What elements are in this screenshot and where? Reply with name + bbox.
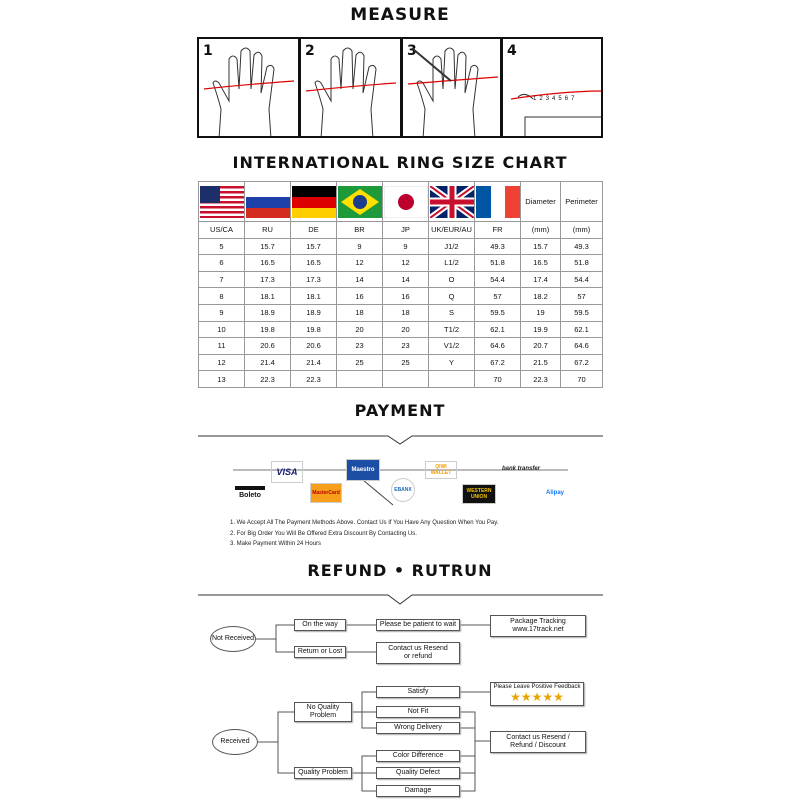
table-cell: 70 bbox=[475, 371, 521, 388]
table-cell: 9 bbox=[383, 238, 429, 255]
table-cell: 62.1 bbox=[475, 321, 521, 338]
feedback-box bbox=[490, 682, 584, 706]
table-cell: L1/2 bbox=[429, 255, 475, 272]
table-cell: 5 bbox=[199, 238, 245, 255]
table-cell: J1/2 bbox=[429, 238, 475, 255]
not-fit-box: Not Fit bbox=[376, 706, 460, 718]
table-cell: 21.4 bbox=[291, 354, 337, 371]
table-cell: Y bbox=[429, 354, 475, 371]
table-cell: 19.8 bbox=[291, 321, 337, 338]
table-cell: 11 bbox=[199, 338, 245, 355]
wrong-delivery-box: Wrong Delivery bbox=[376, 722, 460, 734]
table-cell: 22.3 bbox=[245, 371, 291, 388]
table-cell: 18.1 bbox=[245, 288, 291, 305]
table-cell: 12 bbox=[199, 354, 245, 371]
table-cell: 16.5 bbox=[521, 255, 561, 272]
table-cell: 19.8 bbox=[245, 321, 291, 338]
table-cell: 23 bbox=[337, 338, 383, 355]
maestro-logo: Maestro bbox=[346, 459, 380, 481]
table-cell: 17.3 bbox=[245, 271, 291, 288]
column-header: JP bbox=[383, 222, 429, 239]
table-cell: 20.6 bbox=[291, 338, 337, 355]
column-header: BR bbox=[337, 222, 383, 239]
table-cell: 9 bbox=[337, 238, 383, 255]
table-cell: 13 bbox=[199, 371, 245, 388]
step-number: 3 bbox=[407, 43, 417, 59]
table-cell: 64.6 bbox=[475, 338, 521, 355]
column-header: RU bbox=[245, 222, 291, 239]
column-header: DE bbox=[291, 222, 337, 239]
table-cell: 67.2 bbox=[561, 354, 603, 371]
table-cell: 62.1 bbox=[561, 321, 603, 338]
table-cell: 57 bbox=[475, 288, 521, 305]
table-cell: 67.2 bbox=[475, 354, 521, 371]
table-cell: 51.8 bbox=[561, 255, 603, 272]
column-header: (mm) bbox=[561, 222, 603, 239]
damage-box: Damage bbox=[376, 785, 460, 797]
table-cell: 6 bbox=[199, 255, 245, 272]
bank-transfer-logo: bank transfer bbox=[502, 466, 541, 472]
table-cell: 16.5 bbox=[291, 255, 337, 272]
table-cell: 10 bbox=[199, 321, 245, 338]
table-cell: V1/2 bbox=[429, 338, 475, 355]
table-cell: 49.3 bbox=[561, 238, 603, 255]
table-cell: 22.3 bbox=[291, 371, 337, 388]
table-cell: 64.6 bbox=[561, 338, 603, 355]
table-cell: 7 bbox=[199, 271, 245, 288]
step-number: 4 bbox=[507, 43, 517, 59]
table-cell: O bbox=[429, 271, 475, 288]
visa-logo: VISA bbox=[271, 461, 303, 483]
table-cell: 15.7 bbox=[521, 238, 561, 255]
table-cell: 19.9 bbox=[521, 321, 561, 338]
table-cell: 9 bbox=[199, 304, 245, 321]
table-cell: 21.5 bbox=[521, 354, 561, 371]
table-cell: 8 bbox=[199, 288, 245, 305]
contact-refund-box: Contact us Resend / Refund / Discount bbox=[490, 731, 586, 753]
table-cell: 20.7 bbox=[521, 338, 561, 355]
ruler-tick: 1 bbox=[533, 96, 537, 102]
table-cell: 17.4 bbox=[521, 271, 561, 288]
step-number: 1 bbox=[203, 43, 213, 59]
mastercard-logo: MasterCard bbox=[310, 483, 342, 503]
refund-title: REFUND • RUTRUN bbox=[307, 561, 493, 580]
tracking-link[interactable]: www.17track.net bbox=[512, 626, 564, 633]
step-number: 2 bbox=[305, 43, 315, 59]
table-cell: 18 bbox=[337, 304, 383, 321]
table-cell: 14 bbox=[383, 271, 429, 288]
table-cell: T1/2 bbox=[429, 321, 475, 338]
table-cell: S bbox=[429, 304, 475, 321]
table-cell: 12 bbox=[383, 255, 429, 272]
feedback-label: Please Leave Positive Feedback bbox=[493, 683, 581, 690]
table-cell: 16 bbox=[383, 288, 429, 305]
table-cell: 18 bbox=[383, 304, 429, 321]
payment-title: PAYMENT bbox=[354, 401, 446, 420]
ruler-tick: 4 bbox=[552, 96, 556, 102]
column-header: (mm) bbox=[521, 222, 561, 239]
table-cell: 51.8 bbox=[475, 255, 521, 272]
table-cell: 19 bbox=[521, 304, 561, 321]
ruler-tick: 7 bbox=[571, 96, 575, 102]
return-or-lost-box: Return or Lost bbox=[294, 646, 346, 658]
table-cell: 17.3 bbox=[291, 271, 337, 288]
received-node: Received bbox=[212, 729, 258, 755]
quality-problem-box: Quality Problem bbox=[294, 767, 352, 779]
package-tracking-label: Package Tracking bbox=[510, 617, 566, 625]
table-cell: 25 bbox=[337, 354, 383, 371]
payment-note-3: 3. Make Payment Within 24 Hours bbox=[230, 541, 322, 547]
color-difference-box: Color Difference bbox=[376, 750, 460, 762]
no-quality-problem-box: No Quality Problem bbox=[294, 702, 352, 722]
alipay-logo: Alipay bbox=[545, 490, 564, 496]
table-cell: Q bbox=[429, 288, 475, 305]
table-cell: 54.4 bbox=[475, 271, 521, 288]
western-union-logo: WESTERN UNION bbox=[462, 484, 496, 504]
quality-defect-box: Quality Defect bbox=[376, 767, 460, 779]
table-cell: 70 bbox=[561, 371, 603, 388]
perimeter-header: Perimeter bbox=[561, 182, 603, 222]
table-cell: 15.7 bbox=[291, 238, 337, 255]
ebanx-logo: EBANX bbox=[391, 478, 415, 502]
five-stars-icon: ★★★★★ bbox=[510, 689, 564, 704]
table-cell: 21.4 bbox=[245, 354, 291, 371]
be-patient-box: Please be patient to wait bbox=[376, 619, 460, 631]
package-tracking-box bbox=[490, 615, 586, 637]
table-cell: 59.5 bbox=[561, 304, 603, 321]
table-cell: 23 bbox=[383, 338, 429, 355]
boleto-logo: Boleto bbox=[235, 486, 265, 500]
not-received-node: Not Received bbox=[210, 626, 256, 652]
column-header: FR bbox=[475, 222, 521, 239]
ruler-tick: 3 bbox=[545, 96, 550, 102]
contact-resend-box: Contact us Resend or refund bbox=[376, 642, 460, 664]
table-cell: 14 bbox=[337, 271, 383, 288]
table-cell: 12 bbox=[337, 255, 383, 272]
table-cell: 57 bbox=[561, 288, 603, 305]
table-cell: 49.3 bbox=[475, 238, 521, 255]
payment-note-1: 1. We Accept All The Payment Methods Above. Contact Us If You Have Any Question When You Pay. bbox=[230, 520, 499, 526]
measure-title: MEASURE bbox=[350, 5, 450, 25]
satisfy-box: Satisfy bbox=[376, 686, 460, 698]
table-cell: 16 bbox=[337, 288, 383, 305]
table-cell: 54.4 bbox=[561, 271, 603, 288]
ruler-tick: 5 bbox=[558, 96, 562, 102]
chart-title: INTERNATIONAL RING SIZE CHART bbox=[232, 153, 568, 172]
diameter-header: Diameter bbox=[521, 182, 561, 222]
payment-note-2: 2. For Big Order You Will Be Offered Extra Discount By Contacting Us. bbox=[230, 531, 417, 537]
ruler-tick: 2 bbox=[539, 96, 543, 102]
table-cell: 22.3 bbox=[521, 371, 561, 388]
table-cell: 16.5 bbox=[245, 255, 291, 272]
table-cell: 25 bbox=[383, 354, 429, 371]
table-cell: 18.9 bbox=[245, 304, 291, 321]
table-cell: 18.1 bbox=[291, 288, 337, 305]
table-cell: 20 bbox=[337, 321, 383, 338]
table-cell: 15.7 bbox=[245, 238, 291, 255]
ruler-tick: 6 bbox=[564, 96, 569, 102]
column-header: UK/EUR/AU bbox=[429, 222, 475, 239]
on-the-way-box: On the way bbox=[294, 619, 346, 631]
column-header: US/CA bbox=[199, 222, 245, 239]
table-cell: 18.9 bbox=[291, 304, 337, 321]
table-cell: 18.2 bbox=[521, 288, 561, 305]
table-cell: 20.6 bbox=[245, 338, 291, 355]
table-cell: 59.5 bbox=[475, 304, 521, 321]
table-cell: 20 bbox=[383, 321, 429, 338]
qiwi-logo: QIWI WALLET bbox=[425, 461, 457, 479]
